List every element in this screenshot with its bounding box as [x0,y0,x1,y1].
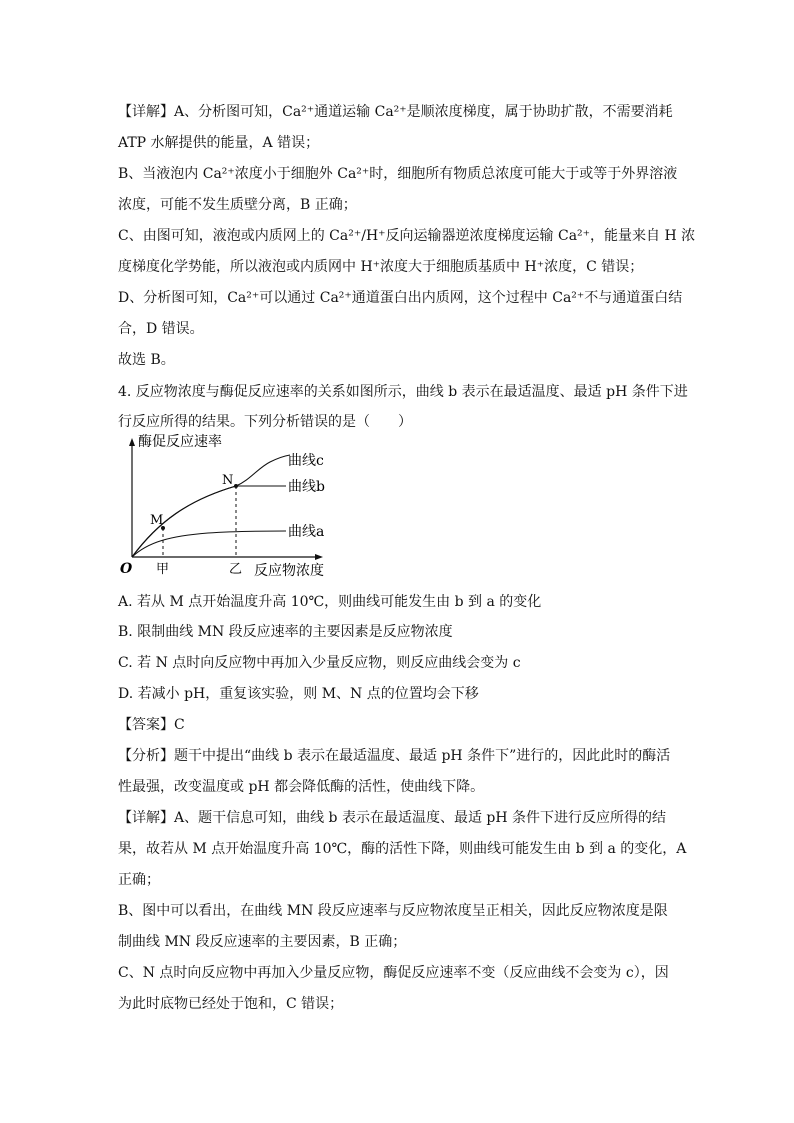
curve-a-label: 曲线a [288,524,325,540]
tick-jia: 甲 [156,562,170,577]
x-axis-label: 反应物浓度 [254,563,324,579]
point-n [234,484,238,488]
y-axis-label: 酶促反应速率 [138,434,222,450]
option-a: A. 若从 M 点开始温度升高 10℃，则曲线可能发生由 b 到 a 的变化 [118,594,542,610]
option-d: D. 若减小 pH，重复该实验，则 M、N 点的位置均会下移 [118,686,479,702]
text-line: B、当液泡内 Ca²⁺浓度小于细胞外 Ca²⁺时，细胞所有物质总浓度可能大于或等于外界溶液 [118,166,678,182]
text-line: 故选 B。 [118,352,175,368]
y-axis-arrow [129,438,135,446]
text-line: 合，D 错误。 [118,321,204,337]
option-c: C. 若 N 点时向反应物中再加入少量反应物，则反应曲线会变为 c [118,655,521,671]
curve-c [132,455,290,557]
text-line: 【详解】A、题干信息可知，曲线 b 表示在最适温度、最适 pH 条件下进行反应所得的结 [118,810,667,826]
option-b: B. 限制曲线 MN 段反应速率的主要因素是反应物浓度 [118,624,453,640]
tick-yi: 乙 [229,562,243,577]
origin-label: O [120,561,133,577]
enzyme-rate-chart [118,412,348,587]
text-line: 为此时底物已经处于饱和，C 错误； [118,996,344,1012]
text-line: ATP 水解提供的能量，A 错误； [118,135,320,151]
question-stem: 4. 反应物浓度与酶促反应速率的关系如图所示，曲线 b 表示在最适温度、最适 pH 条件下进 [118,384,688,400]
answer-line: 【答案】C [118,717,185,733]
text-line: B、图中可以看出，在曲线 MN 段反应速率与反应物浓度呈正相关，因此反应物浓度是限 [118,903,668,919]
text-line: 【详解】A、分析图可知，Ca²⁺通道运输 Ca²⁺是顺浓度梯度，属于协助扩散，不需要消耗 [118,104,673,120]
text-line: C、N 点时向反应物中再加入少量反应物，酶促反应速率不变（反应曲线不会变为 c），因 [118,965,669,981]
curve-b-label: 曲线b [288,479,325,495]
text-line: 【分析】题干中提出“曲线 b 表示在最适温度、最适 pH 条件下”进行的，因此此时的酶活 [118,748,671,764]
text-line: 性最强，改变温度或 pH 都会降低酶的活性，使曲线下降。 [118,779,485,795]
point-n-label: N [222,473,234,488]
text-line: 浓度，可能不发生质壁分离，B 正确； [118,197,357,213]
x-axis-arrow [315,554,323,560]
curve-a [132,531,286,557]
text-line: 正确； [118,872,160,888]
point-m-label: M [150,513,164,528]
text-line: D、分析图可知，Ca²⁺可以通过 Ca²⁺通道蛋白出内质网，这个过程中 Ca²⁺不与通道蛋白结 [118,290,683,306]
text-line: 果，故若从 M 点开始温度升高 10℃，酶的活性下降，则曲线可能发生由 b 到 a 的变化，A [118,841,687,857]
text-line: 度梯度化学势能，所以液泡或内质网中 H⁺浓度大于细胞质基质中 H⁺浓度，C 错误； [118,259,644,275]
enzyme-rate-figure [118,412,348,587]
text-line: 制曲线 MN 段反应速率的主要因素，B 正确； [118,934,407,950]
question-stem: 行反应所得的结果。下列分析错误的是（ ） [118,414,412,430]
text-line: C、由图可知，液泡或内质网上的 Ca²⁺/H⁺反向运输器逆浓度梯度运输 Ca²⁺，能量来自 H 浓 [118,228,696,244]
curve-c-label: 曲线c [288,453,324,469]
